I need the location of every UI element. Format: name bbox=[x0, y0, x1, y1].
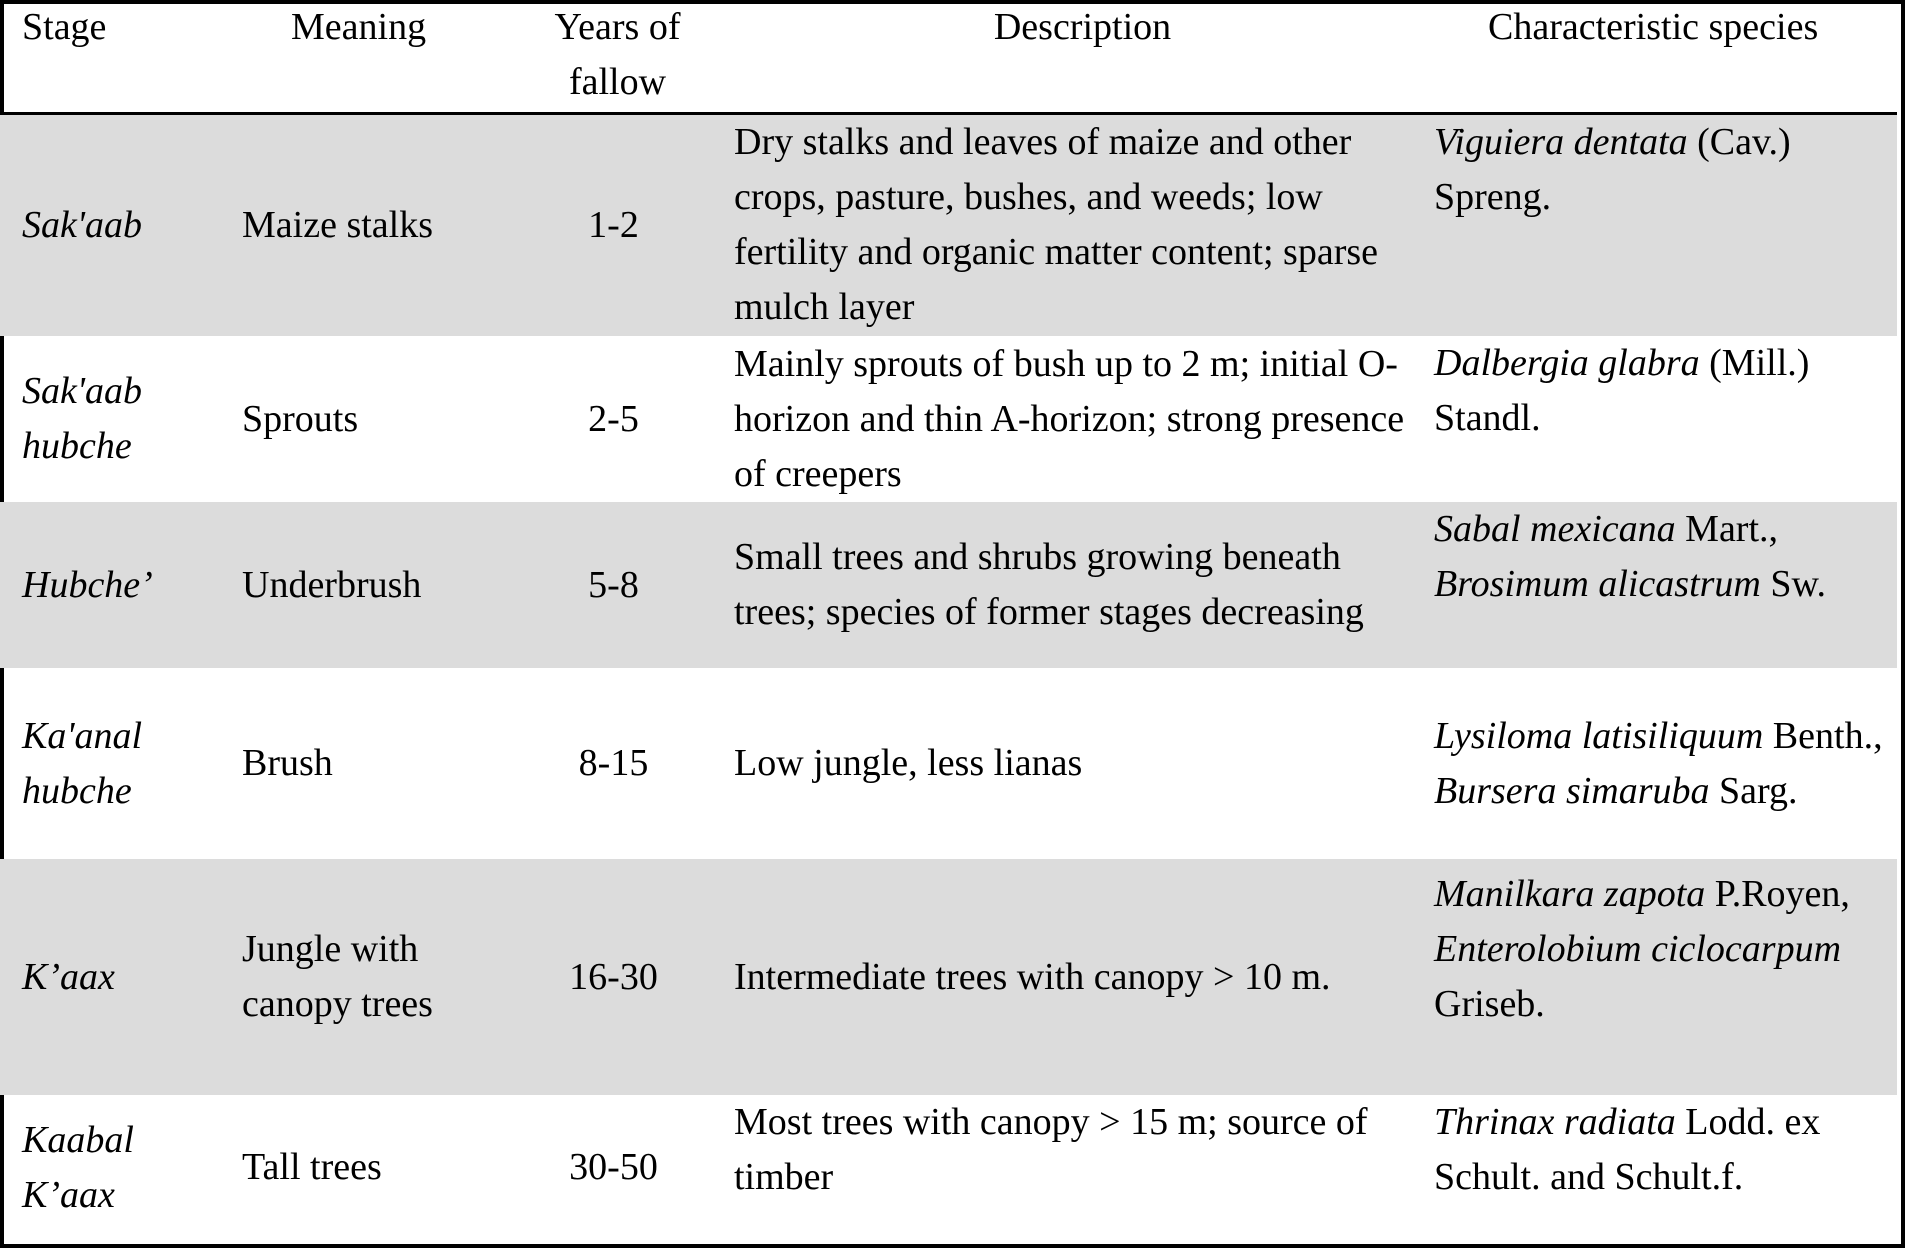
description-cell: Intermediate trees with canopy > 10 m. bbox=[711, 859, 1424, 1095]
species-name: Dalbergia glabra bbox=[1434, 342, 1700, 384]
years-cell: 5-8 bbox=[516, 502, 711, 668]
species-name: Brosimum alicastrum bbox=[1434, 563, 1761, 605]
meaning-cell: Maize stalks bbox=[216, 113, 516, 336]
years-cell: 8-15 bbox=[578, 742, 649, 784]
header-stage: Stage bbox=[0, 0, 216, 113]
years-cell: 1-2 bbox=[516, 113, 711, 336]
species-name: Lysiloma latisiliquum bbox=[1434, 714, 1764, 757]
species-name: Viguiera dentata bbox=[1434, 120, 1688, 163]
species-name: Manilkara zapota bbox=[1434, 873, 1706, 915]
table-row bbox=[0, 336, 1897, 502]
species-cell bbox=[1424, 336, 1897, 502]
header-description: Description bbox=[711, 0, 1424, 113]
species-authority: Lodd. ex Schult. and Schult.f. bbox=[1434, 1101, 1821, 1198]
species-authority: Mart., bbox=[1675, 508, 1779, 550]
stage-cell: K’aax bbox=[0, 859, 216, 1095]
table-row bbox=[0, 502, 1897, 668]
table-row bbox=[0, 668, 1897, 859]
description-cell: Dry stalks and leaves of maize and other crops, pasture, bushes, and weeds; low fertility and organic matter content; sparse mulch layer bbox=[711, 113, 1424, 336]
description-cell: Most trees with canopy > 15 m; source of timber bbox=[734, 1101, 1368, 1198]
years-cell: 16-30 bbox=[516, 859, 711, 1095]
description-cell: Low jungle, less lianas bbox=[734, 742, 1083, 784]
years-cell: 2-5 bbox=[588, 397, 639, 440]
species-authority: Sw. bbox=[1760, 563, 1826, 605]
header-years-of-fallow bbox=[516, 0, 711, 113]
years-cell: 30-50 bbox=[569, 1146, 658, 1188]
species-name: Sabal mexicana bbox=[1434, 508, 1676, 550]
stage-cell: Ka'anal hubche bbox=[22, 714, 143, 812]
stage-cell: Sak'aab hubche bbox=[22, 370, 142, 467]
table-row bbox=[0, 859, 1897, 1095]
stage-cell: Kaabal K’aax bbox=[22, 1118, 134, 1216]
header-characteristic-species: Characteristic species bbox=[1424, 0, 1897, 113]
meaning-cell: Tall trees bbox=[242, 1146, 382, 1188]
species-cell bbox=[1424, 1095, 1897, 1240]
species-authority: Benth., bbox=[1763, 714, 1883, 757]
species-authority: (Cav.) Spreng. bbox=[1434, 120, 1791, 218]
species-authority: Sarg. bbox=[1709, 769, 1798, 812]
description-cell: Mainly sprouts of bush up to 2 m; initial O-horizon and thin A-horizon; strong presence of creepers bbox=[734, 342, 1405, 495]
species-cell bbox=[1424, 502, 1897, 668]
stage-cell: Hubche’ bbox=[0, 502, 216, 668]
species-cell bbox=[1424, 859, 1897, 1095]
header-meaning: Meaning bbox=[216, 0, 516, 113]
table-row bbox=[0, 113, 1897, 336]
species-name: Thrinax radiata bbox=[1434, 1101, 1676, 1143]
species-name: Enterolobium ciclocarpum bbox=[1434, 928, 1842, 970]
header-years-line1: Years of bbox=[554, 6, 681, 48]
stage-cell: Sak'aab bbox=[0, 113, 216, 336]
description-cell: Small trees and shrubs growing beneath trees; species of former stages decreasing bbox=[711, 502, 1424, 668]
meaning-cell: Sprouts bbox=[242, 397, 359, 440]
species-authority: Griseb. bbox=[1434, 983, 1545, 1025]
meaning-cell: Jungle with canopy trees bbox=[216, 859, 516, 1095]
species-name: Bursera simaruba bbox=[1434, 769, 1710, 812]
header-row bbox=[0, 0, 1897, 113]
table-row bbox=[0, 1095, 1897, 1240]
species-cell bbox=[1424, 113, 1897, 336]
meaning-cell: Underbrush bbox=[216, 502, 516, 668]
species-authority: (Mill.) Standl. bbox=[1434, 342, 1810, 439]
species-cell bbox=[1424, 668, 1897, 859]
meaning-cell: Brush bbox=[242, 742, 333, 784]
header-years-line2: fallow bbox=[568, 61, 667, 103]
species-authority: P.Royen, bbox=[1705, 873, 1850, 915]
